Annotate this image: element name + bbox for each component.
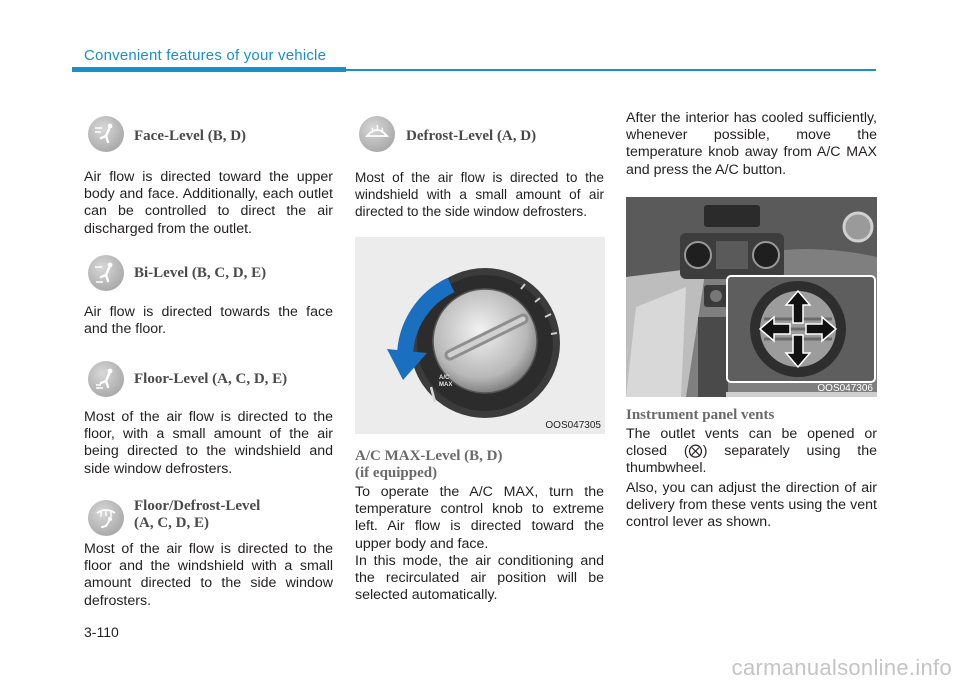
mode-heading-bi-level: Bi-Level (B, C, D, E) <box>134 265 267 281</box>
mode-body-floor-level: Most of the air flow is directed to the floor, with a small amount of the air being directed to the windshield and side window defrosters. <box>84 409 333 477</box>
page-number: 3-110 <box>84 624 119 640</box>
mode-body-floor-defrost: Most of the air flow is directed to the floor and the windshield with a small amount directed to the side window defrosters. <box>84 541 333 609</box>
ac-max-heading-line1: A/C MAX-Level (B, D) <box>355 448 503 464</box>
floor-defrost-level-icon <box>88 500 124 536</box>
mode-heading-floor-level: Floor-Level (A, C, D, E) <box>134 371 288 387</box>
header-rule-thick <box>72 67 346 72</box>
mode-heading-floor-defrost-line1: Floor/Defrost-Level <box>134 498 261 514</box>
defrost-level-icon <box>359 116 395 152</box>
mode-body-face-level: Air flow is directed toward the upper body and face. Additionally, each outlet can be controlled to direct the air discharged from the outlet. <box>84 169 333 237</box>
watermark[interactable]: carmanualsonline.info <box>731 655 952 680</box>
right-intro-text: After the interior has cooled sufficiently, whenever possible, move the temperature knob away from A/C MAX and press the A/C button. <box>626 110 877 178</box>
ac-max-knob-figure <box>355 237 605 434</box>
vents-para1: The outlet vents can be opened or closed (⨂) separately using the thumbwheel. <box>626 426 877 477</box>
figure-code-knob: OOS047305 <box>545 420 601 431</box>
figure-code-vent: OOS047306 <box>817 383 873 394</box>
bi-level-icon <box>88 255 124 291</box>
knob-label-ac: A/C <box>439 375 450 381</box>
floor-level-icon <box>88 361 124 397</box>
knob-label-max: MAX <box>439 382 453 388</box>
dashboard-vent-figure <box>626 197 877 397</box>
vents-heading: Instrument panel vents <box>626 407 775 423</box>
face-level-icon <box>88 116 124 152</box>
ac-max-heading-line2: (if equipped) <box>355 465 438 481</box>
header-rule-thin <box>346 69 876 71</box>
vent-inset <box>726 275 876 383</box>
mode-body-defrost-level: Most of the air flow is directed to the windshield with a small amount of air directed to the side window defrosters. <box>355 170 604 220</box>
mode-heading-defrost-level: Defrost-Level (A, D) <box>406 128 537 144</box>
ac-max-para2: In this mode, the air conditioning and the recirculated air position will be selected automatically. <box>355 553 604 604</box>
ac-max-para1: To operate the A/C MAX, turn the temperature control knob to extreme left. Air flow is directed toward the upper body and face. <box>355 484 604 552</box>
vents-para2: Also, you can adjust the direction of air delivery from these vents using the vent control lever as shown. <box>626 480 877 531</box>
section-title: Convenient features of your vehicle <box>84 47 327 64</box>
mode-body-bi-level: Air flow is directed towards the face and the floor. <box>84 304 333 338</box>
mode-heading-face-level: Face-Level (B, D) <box>134 128 247 144</box>
mode-heading-floor-defrost-line2: (A, C, D, E) <box>134 515 209 531</box>
